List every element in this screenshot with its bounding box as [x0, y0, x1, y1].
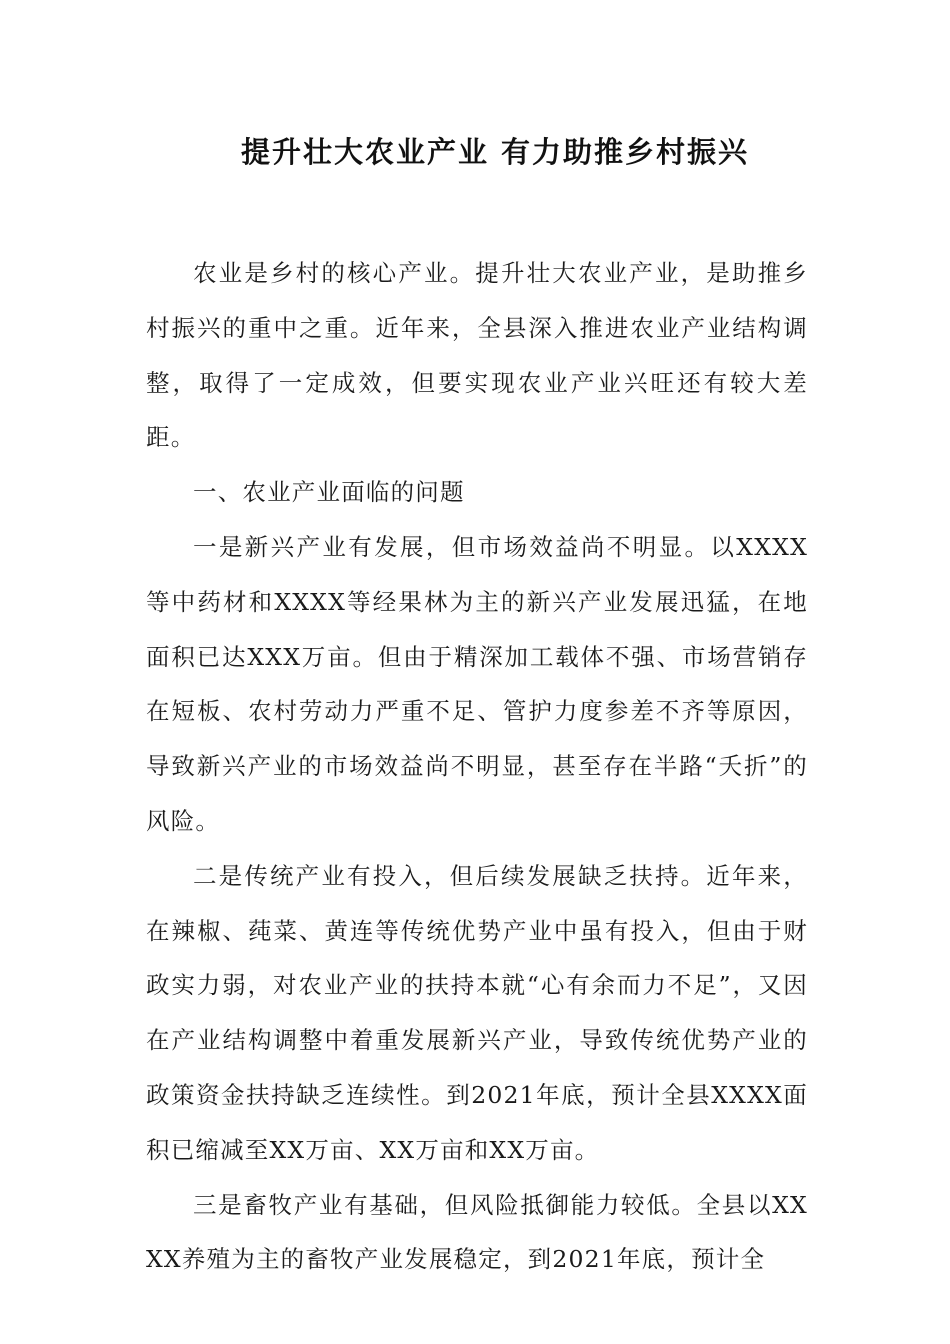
paragraph-intro: 农业是乡村的核心产业。提升壮大农业产业，是助推乡村振兴的重中之重。近年来，全县深入推进农业产业结构调整，取得了一定成效，但要实现农业产业兴旺还有较大差距。 — [146, 259, 808, 452]
paragraph-traditional-industries: 二是传统产业有投入，但后续发展缺乏扶持。近年来，在辣椒、莼菜、黄连等传统优势产业中虽有投入，但由于财政实力弱，对农业产业的扶持本就“心有余而力不足”，又因在产业结构调整中着重发展新兴产业，导致传统优势产业的政策资金扶持缺乏连续性。到2021年底，预计全县XXXX面积已缩减至XX万亩、XX万亩和XX万亩。 — [146, 861, 808, 1164]
paragraph-emerging-industries: 一是新兴产业有发展，但市场效益尚不明显。以XXXX等中药材和XXXX等经果林为主的新兴产业发展迅猛，在地面积已达XXX万亩。但由于精深加工载体不强、市场营销存在短板、农村劳动力严重不足、管护力度参差不齐等原因，导致新兴产业的市场效益尚不明显，甚至存在半路“夭折”的风险。 — [146, 532, 808, 835]
section-heading: 一、农业产业面临的问题 — [193, 478, 465, 507]
paragraph-livestock-industry: 三是畜牧产业有基础，但风险抵御能力较低。全县以XXXX养殖为主的畜牧产业发展稳定，到2021年底，预计全 — [146, 1190, 808, 1274]
document-title: 提升壮大农业产业 有力助推乡村振兴 — [240, 135, 750, 169]
document-body — [146, 246, 808, 1287]
